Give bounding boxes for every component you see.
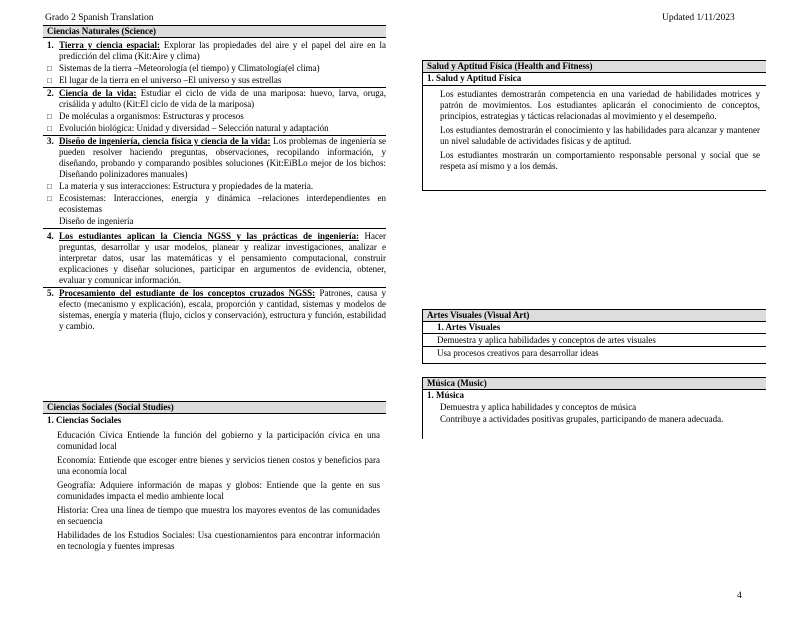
music-section (422, 377, 766, 439)
item-text: El lugar de la tierra en el universo –El universo y sus estrellas (59, 75, 282, 85)
art-row: Usa procesos creativos para desarrollar ideas (423, 346, 766, 359)
paragraph: Educación Cívica Entiende la función del gobierno y la participación cívica en una comunidad local (57, 430, 380, 451)
paragraph: Los estudiantes mostrarán un comportamiento responsable personal y social que se respeta así mismo y a los demás. (440, 150, 760, 171)
science-heading: Ciencias Naturales (Science) (43, 26, 386, 38)
document-title: Grado 2 Spanish Translation (45, 13, 154, 23)
item-number: 3. (47, 136, 54, 146)
item-lead: Diseño de ingeniería, ciencia física y ciencia de la vida: (59, 136, 271, 146)
numbered-item (43, 87, 386, 110)
paragraph: Geografía: Adquiere información de mapas y globos: Entiende que la gente en sus comunidades impacta el medio ambiente local (57, 480, 380, 501)
bullet-icon: □ (47, 124, 52, 133)
bullet-icon: □ (47, 182, 52, 191)
item-text: Estudiar el ciclo de vida de una mariposa: huevo, larva, oruga, crisálida y adulto (Kit:El ciclo de vida de la mariposa) (59, 88, 387, 109)
social-studies-heading: Ciencias Sociales (Social Studies) (43, 402, 386, 414)
social-studies-subheading: 1. Ciencias Sociales (47, 415, 122, 425)
item-text: Los problemas de ingeniería se pueden resolver haciendo preguntas, observaciones, recopilando información, y diseñando, probando y comparando posibles soluciones (Kit:EiBLo mejor de los bichos: Diseñando polinizadores manuales) (59, 136, 386, 179)
art-row: Demuestra y aplica habilidades y conceptos de artes visuales (423, 333, 766, 346)
visual-art-heading: Artes Visuales (Visual Art) (423, 310, 766, 322)
bullet-item (43, 193, 386, 215)
bullet-icon: □ (47, 64, 52, 73)
item-text: Patrones, causa y efecto (mecanismo y explicación), escala, proporción y cantidad, sistemas y modelos de sistemas, energía y materia (flujo, ciclos y conservación), estructura y función, estabilidad y cambio. (59, 288, 386, 331)
item-text: Sistemas de la tierra –Meteorología (el tiempo) y Climatología(el clima) (59, 63, 320, 73)
visual-art-subheading: 1. Artes Visuales (437, 322, 501, 332)
bullet-icon: □ (47, 112, 52, 121)
item-lead: Ciencia de la vida: (59, 88, 137, 98)
health-subheading: 1. Salud y Aptitud Física (423, 73, 766, 86)
bullet-item (43, 123, 386, 134)
item-text: Explorar las propiedades del aire y el papel del aire en la predicción del clima (Kit:Aire y clima) (59, 40, 386, 61)
item-text: Evolución biológica: Unidad y diversidad – Selección natural y adaptación (59, 123, 329, 133)
item-text: De moléculas a organismos: Estructuras y procesos (59, 111, 244, 121)
item-number: 1. (47, 40, 54, 50)
item-lead: Los estudiantes aplican la Ciencia NGSS y las prácticas de ingeniería: (59, 231, 360, 241)
paragraph: Los estudiantes demostrarán el conocimiento y las habilidades para alcanzar y mantener un nivel saludable de actividades físicas y de aptitud. (440, 125, 760, 146)
page-number: 4 (737, 591, 742, 601)
item-text: La materia y sus interacciones: Estructura y propiedades de la materia. (59, 181, 314, 191)
paragraph: Demuestra y aplica habilidades y conceptos de música (440, 402, 637, 412)
visual-art-section (422, 309, 766, 364)
visual-art-content (423, 333, 766, 359)
health-content (423, 89, 766, 172)
music-subheading: 1. Música (427, 390, 464, 400)
paragraph: Contribuye a actividades positivas grupales, participando de manera adecuada. (440, 414, 724, 424)
numbered-item (43, 231, 386, 286)
item-number: 2. (47, 88, 54, 98)
bullet-icon: □ (47, 194, 52, 203)
item-number: 5. (47, 288, 54, 298)
bullet-icon: □ (47, 76, 52, 85)
paragraph: Economía: Entiende que escoger entre bienes y servicios tienen costos y beneficios para una economía local (57, 455, 380, 476)
item-text: Diseño de ingeniería (59, 216, 134, 226)
numbered-item (43, 216, 386, 227)
numbered-item (43, 40, 386, 62)
paragraph: Historia: Crea una línea de tiempo que muestra los mayores eventos de las comunidades en secuencia (57, 505, 380, 526)
item-number: 4. (47, 231, 54, 241)
numbered-item (43, 135, 386, 180)
music-heading: Música (Music) (423, 378, 766, 390)
science-section (43, 25, 386, 367)
numbered-item (43, 287, 386, 332)
health-heading: Salud y Aptitud Física (Health and Fitness) (423, 61, 766, 73)
paragraph: Los estudiantes demostrarán competencia en una variedad de habilidades motrices y patrón de movimientos. Los estudiantes aplicarán el conocimiento de conceptos, principios, estrategias y tácticas relacionadas al movimiento y el desempeño. (440, 89, 760, 121)
item-text: Hacer preguntas, desarrollar y usar modelos, planear y realizar investigaciones, analizar e interpretar datos, usar las matemáticas y el pensamiento computacional, construir explicaciones y diseñar soluciones, participar en argumentos de evidencia, obtener, evaluar y comunicar información. (59, 231, 386, 285)
item-lead: Tierra y ciencia espacial: (59, 40, 160, 50)
science-list (43, 38, 386, 227)
paragraph: Habilidades de los Estudios Sociales: Usa cuestionamientos para encontrar información en tecnología y fuentes impresas (57, 530, 380, 551)
music-content (423, 402, 766, 425)
item-text: Ecosistemas: Interacciones, energía y dinámica –relaciones interdependientes en ecosistemas (59, 193, 386, 214)
social-studies-section (43, 401, 386, 559)
bullet-item (43, 63, 386, 74)
updated-date: Updated 1/11/2023 (662, 13, 735, 23)
bullet-item (43, 181, 386, 192)
science-list-practices (43, 228, 386, 332)
bullet-item (43, 111, 386, 122)
social-studies-content (43, 430, 386, 552)
item-lead: Procesamiento del estudiante de los conceptos cruzados NGSS: (59, 288, 316, 298)
health-section (422, 60, 766, 191)
bullet-item (43, 75, 386, 86)
